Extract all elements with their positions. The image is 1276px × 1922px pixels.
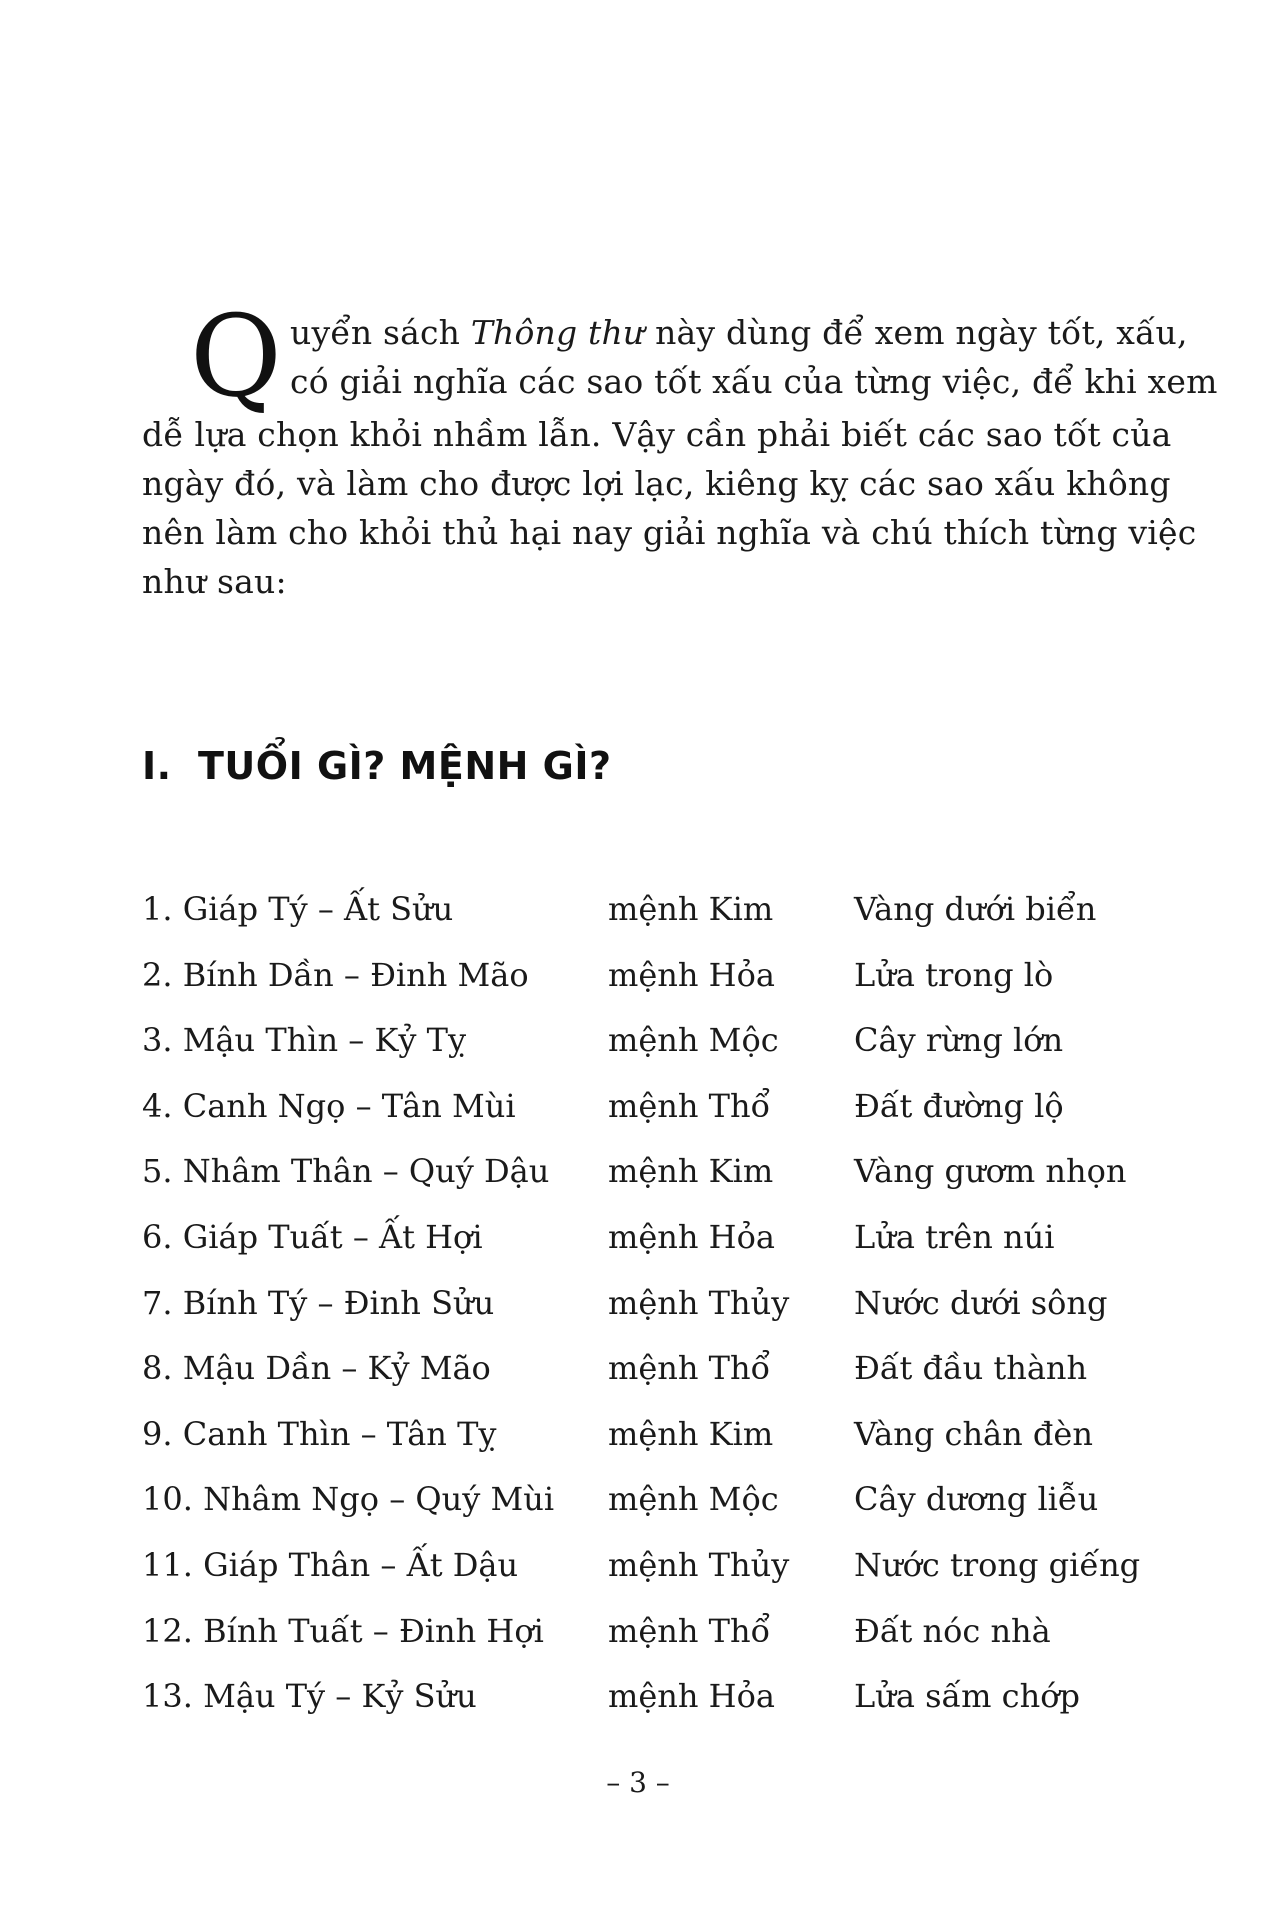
destiny-element: mệnh Kim bbox=[608, 1414, 774, 1453]
age-destiny-list bbox=[142, 889, 1142, 1742]
intro-line-1-end: này dùng để xem ngày tốt, xấu, bbox=[644, 313, 1188, 352]
list-item bbox=[142, 1151, 1142, 1217]
age-pair: 1. Giáp Tý – Ất Sửu bbox=[142, 890, 454, 928]
intro-line-5: nên làm cho khỏi thủ hại nay giải nghĩa và chú thích từng việc bbox=[142, 513, 1197, 552]
drop-cap: Q bbox=[190, 292, 283, 422]
intro-line-1-start: uyển sách bbox=[290, 313, 471, 352]
destiny-description: Cây rừng lớn bbox=[854, 1021, 1064, 1060]
age-pair: 11. Giáp Thân – Ất Dậu bbox=[142, 1545, 519, 1584]
section-heading bbox=[142, 744, 612, 788]
destiny-element: mệnh Hỏa bbox=[608, 1677, 775, 1716]
list-item bbox=[142, 1479, 1142, 1545]
page-number: – 3 – bbox=[606, 1766, 670, 1799]
age-pair: 12. Bính Tuất – Đinh Hợi bbox=[142, 1611, 544, 1650]
destiny-element: mệnh Thủy bbox=[608, 1545, 790, 1584]
destiny-description: Lửa trong lò bbox=[854, 955, 1054, 994]
intro-line-1 bbox=[142, 308, 1188, 357]
destiny-description: Vàng gươm nhọn bbox=[854, 1152, 1127, 1191]
destiny-description: Vàng chân đèn bbox=[854, 1414, 1093, 1453]
destiny-description: Cây dương liễu bbox=[854, 1480, 1099, 1519]
age-pair: 7. Bính Tý – Đinh Sửu bbox=[142, 1283, 495, 1322]
destiny-element: mệnh Thổ bbox=[608, 1611, 771, 1650]
age-pair: 4. Canh Ngọ – Tân Mùi bbox=[142, 1086, 516, 1125]
list-item bbox=[142, 1020, 1142, 1086]
list-item bbox=[142, 1348, 1142, 1414]
list-item bbox=[142, 1545, 1142, 1611]
intro-paragraph bbox=[142, 292, 1218, 606]
destiny-element: mệnh Hỏa bbox=[608, 1217, 775, 1256]
destiny-description: Nước trong giếng bbox=[854, 1545, 1141, 1584]
destiny-description: Vàng dưới biển bbox=[854, 890, 1097, 928]
intro-line-4: ngày đó, và làm cho được lợi lạc, kiêng kỵ các sao xấu không bbox=[142, 464, 1171, 503]
destiny-element: mệnh Kim bbox=[608, 890, 774, 928]
destiny-element: mệnh Thổ bbox=[608, 1086, 771, 1125]
list-item bbox=[142, 1676, 1142, 1742]
book-title-italic: Thông thư bbox=[470, 313, 645, 352]
age-pair: 10. Nhâm Ngọ – Quý Mùi bbox=[142, 1480, 555, 1519]
age-pair: 6. Giáp Tuất – Ất Hợi bbox=[142, 1217, 483, 1256]
list-item bbox=[142, 1611, 1142, 1677]
destiny-element: mệnh Mộc bbox=[608, 1021, 779, 1060]
destiny-description: Lửa sấm chớp bbox=[854, 1677, 1080, 1716]
intro-line-6: như sau: bbox=[142, 562, 287, 601]
age-pair: 3. Mậu Thìn – Kỷ Tỵ bbox=[142, 1021, 467, 1060]
age-pair: 13. Mậu Tý – Kỷ Sửu bbox=[142, 1677, 477, 1716]
section-title: TUỔI GÌ? MỆNH GÌ? bbox=[198, 744, 612, 788]
destiny-element: mệnh Hỏa bbox=[608, 955, 775, 994]
destiny-element: mệnh Mộc bbox=[608, 1480, 779, 1519]
destiny-description: Đất đường lộ bbox=[854, 1086, 1064, 1125]
list-item bbox=[142, 1283, 1142, 1349]
destiny-description: Đất nóc nhà bbox=[854, 1611, 1051, 1650]
age-pair: 8. Mậu Dần – Kỷ Mão bbox=[142, 1349, 491, 1388]
age-pair: 9. Canh Thìn – Tân Tỵ bbox=[142, 1414, 497, 1453]
destiny-element: mệnh Thủy bbox=[608, 1283, 790, 1322]
intro-line-3: dễ lựa chọn khỏi nhầm lẫn. Vậy cần phải biết các sao tốt của bbox=[142, 415, 1172, 454]
destiny-description: Lửa trên núi bbox=[854, 1217, 1055, 1256]
intro-line-2: có giải nghĩa các sao tốt xấu của từng việc, để khi xem bbox=[290, 362, 1218, 401]
section-number: I. bbox=[142, 744, 172, 788]
age-pair: 2. Bính Dần – Đinh Mão bbox=[142, 955, 529, 994]
list-item bbox=[142, 1217, 1142, 1283]
list-item bbox=[142, 955, 1142, 1021]
destiny-element: mệnh Thổ bbox=[608, 1349, 771, 1388]
age-pair: 5. Nhâm Thân – Quý Dậu bbox=[142, 1152, 550, 1191]
destiny-description: Nước dưới sông bbox=[854, 1283, 1108, 1322]
destiny-element: mệnh Kim bbox=[608, 1152, 774, 1191]
list-item bbox=[142, 1414, 1142, 1480]
destiny-description: Đất đầu thành bbox=[854, 1349, 1088, 1388]
list-item bbox=[142, 889, 1142, 955]
list-item bbox=[142, 1086, 1142, 1152]
